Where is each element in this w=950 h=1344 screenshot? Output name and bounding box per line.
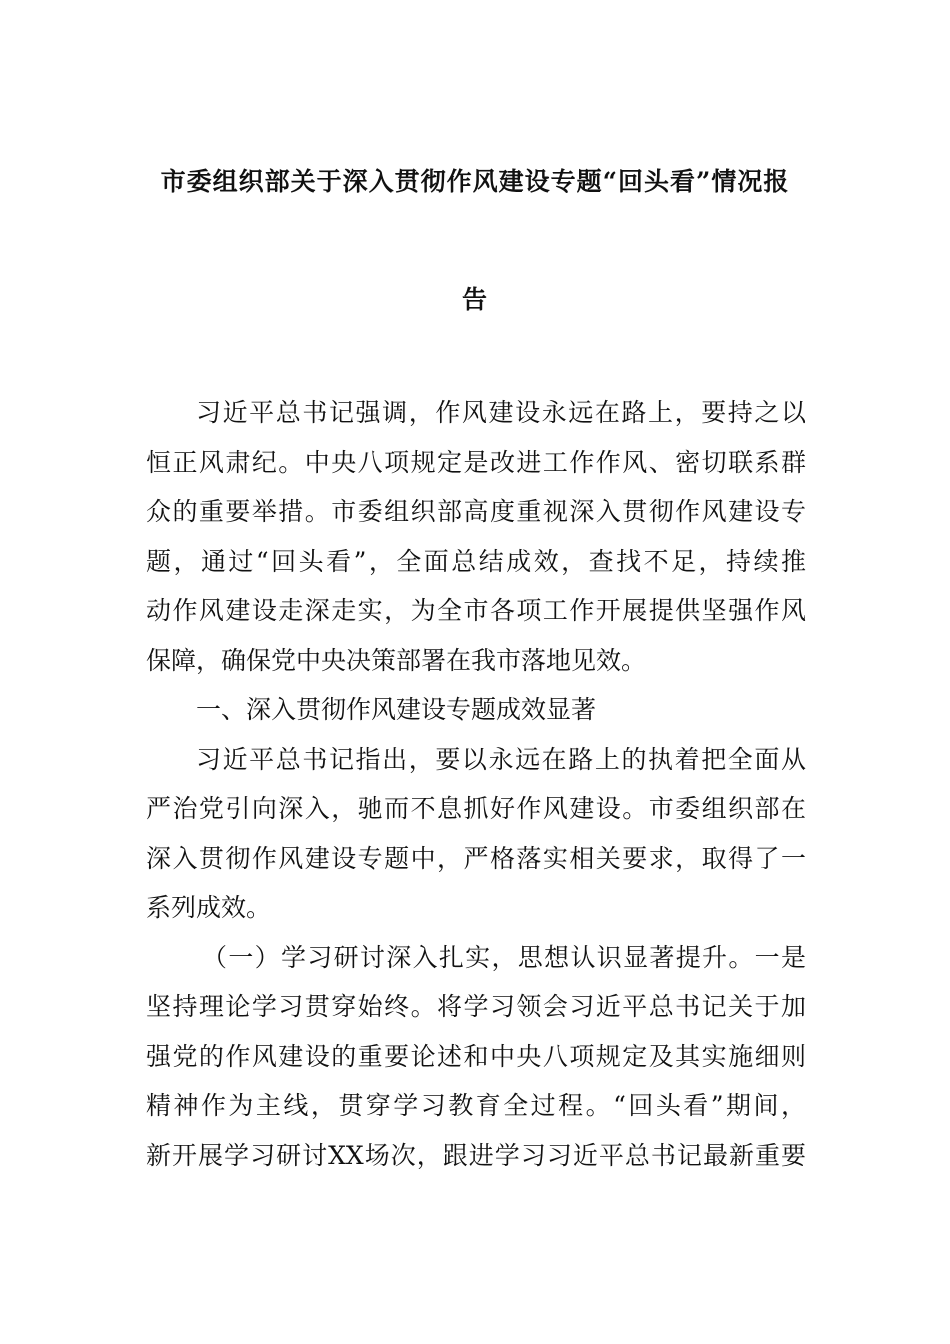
paragraph-line: 精神作为主线，贯穿学习教育全过程。“回头看”期间， <box>146 1091 806 1120</box>
paragraph-line: （一）学习研讨深入扎实，思想认识显著提升。一是 <box>202 942 806 972</box>
paragraph-line: 强党的作风建设的重要论述和中央八项规定及其实施细则 <box>146 1041 806 1071</box>
paragraph-line: 众的重要举措。市委组织部高度重视深入贯彻作风建设专 <box>146 497 806 526</box>
paragraph-line: 严治党引向深入，驰而不息抓好作风建设。市委组织部在 <box>146 794 806 823</box>
paragraph-line: 系列成效。 <box>146 893 272 922</box>
document-title-line-1: 市委组织部关于深入贯彻作风建设专题“回头看”情况报 <box>160 167 790 196</box>
document-body <box>146 388 806 1180</box>
paragraph-line: 恒正风肃纪。中央八项规定是改进工作作风、密切联系群 <box>146 447 806 477</box>
paragraph-line: 习近平总书记指出，要以永远在路上的执着把全面从 <box>196 744 806 774</box>
paragraph-line: 题，通过“回头看”，全面总结成效，查找不足，持续推 <box>146 546 806 576</box>
section-heading: 一、深入贯彻作风建设专题成效显著 <box>196 695 597 724</box>
paragraph-line: 习近平总书记强调，作风建设永远在路上，要持之以 <box>196 398 806 427</box>
paragraph-line: 保障，确保党中央决策部署在我市落地见效。 <box>146 645 647 675</box>
paragraph-line: 坚持理论学习贯穿始终。将学习领会习近平总书记关于加 <box>146 992 806 1021</box>
paragraph-line: 动作风建设走深走实，为全市各项工作开展提供坚强作风 <box>146 596 806 625</box>
paragraph-line: 深入贯彻作风建设专题中，严格落实相关要求，取得了一 <box>146 843 806 873</box>
paragraph-line: 新开展学习研讨XX场次，跟进学习习近平总书记最新重要 <box>146 1140 806 1170</box>
document-title-line-2: 告 <box>461 285 488 314</box>
